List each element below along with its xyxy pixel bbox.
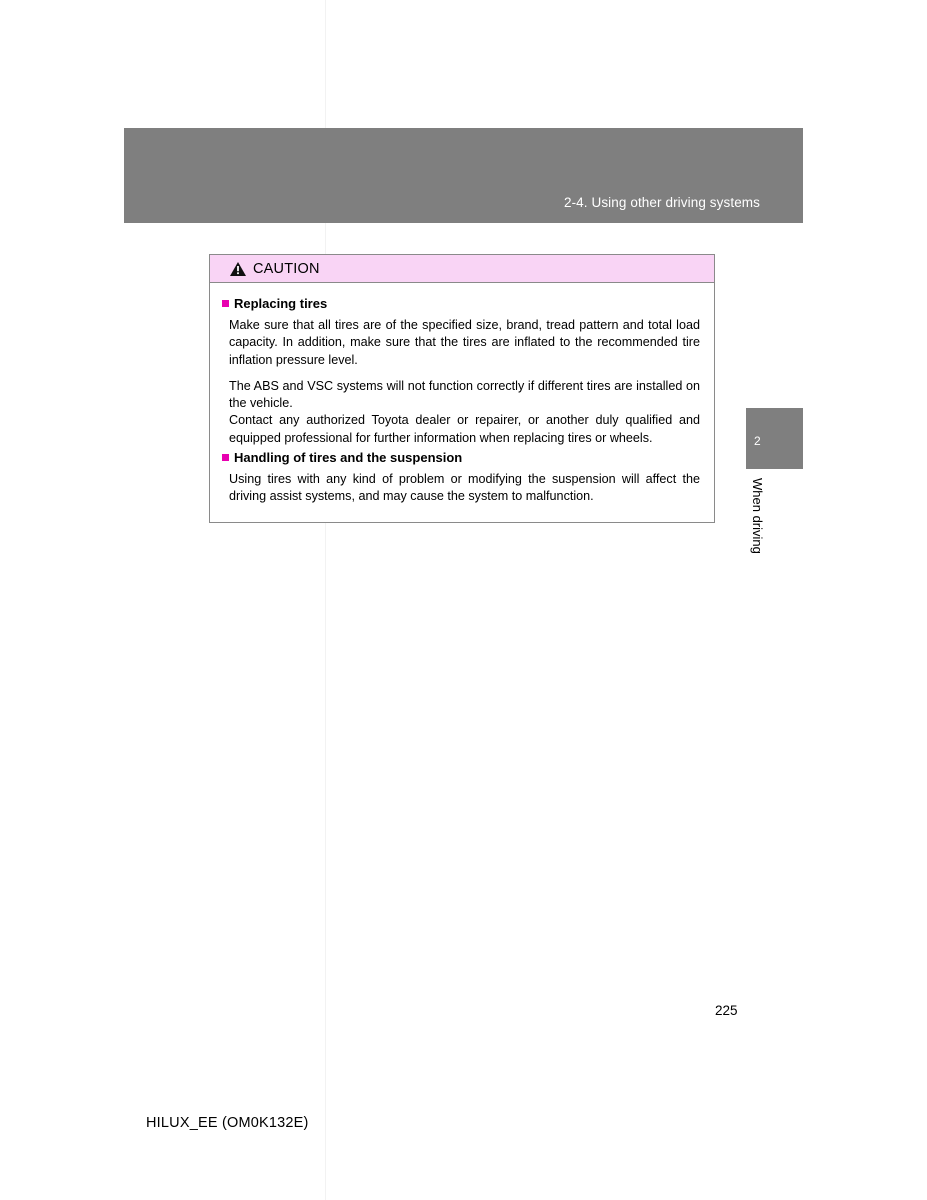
section-header-band	[124, 128, 803, 223]
chapter-tab	[746, 408, 803, 469]
caution-subheading	[222, 450, 702, 465]
caution-subheading	[222, 296, 702, 311]
chapter-tab-label: When driving	[750, 478, 765, 554]
caution-subheading-label: Handling of tires and the suspension	[234, 450, 463, 466]
square-bullet-icon	[222, 300, 229, 307]
section-title: 2-4. Using other driving systems	[563, 195, 760, 210]
caution-body	[210, 283, 714, 522]
caution-paragraph: The ABS and VSC systems will not function correctly if different tires are installed on the vehicle.	[229, 378, 700, 411]
caution-box	[209, 254, 715, 523]
caution-title: CAUTION	[253, 260, 320, 277]
square-bullet-icon	[222, 454, 229, 461]
document-code: HILUX_EE (OM0K132E)	[146, 1115, 309, 1131]
caution-subheading-label: Replacing tires	[234, 296, 328, 311]
page-number: 225	[715, 1003, 738, 1018]
caution-paragraph: Contact any authorized Toyota dealer or repairer, or another duly qualified and equipped professional for further information when replacing tires or wheels.	[229, 413, 700, 445]
chapter-tab-number: 2	[754, 434, 761, 448]
caution-paragraph: Make sure that all tires are of the specified size, brand, tread pattern and total load capacity. In addition, make sure that the tires are inflated to the recommended tire inflation pressure level.	[229, 318, 700, 367]
caution-header	[210, 255, 714, 283]
caution-paragraph: Using tires with any kind of problem or modifying the suspension will affect the driving assist systems, and may cause the system to malfunction.	[229, 472, 700, 504]
warning-triangle-icon	[230, 262, 246, 276]
